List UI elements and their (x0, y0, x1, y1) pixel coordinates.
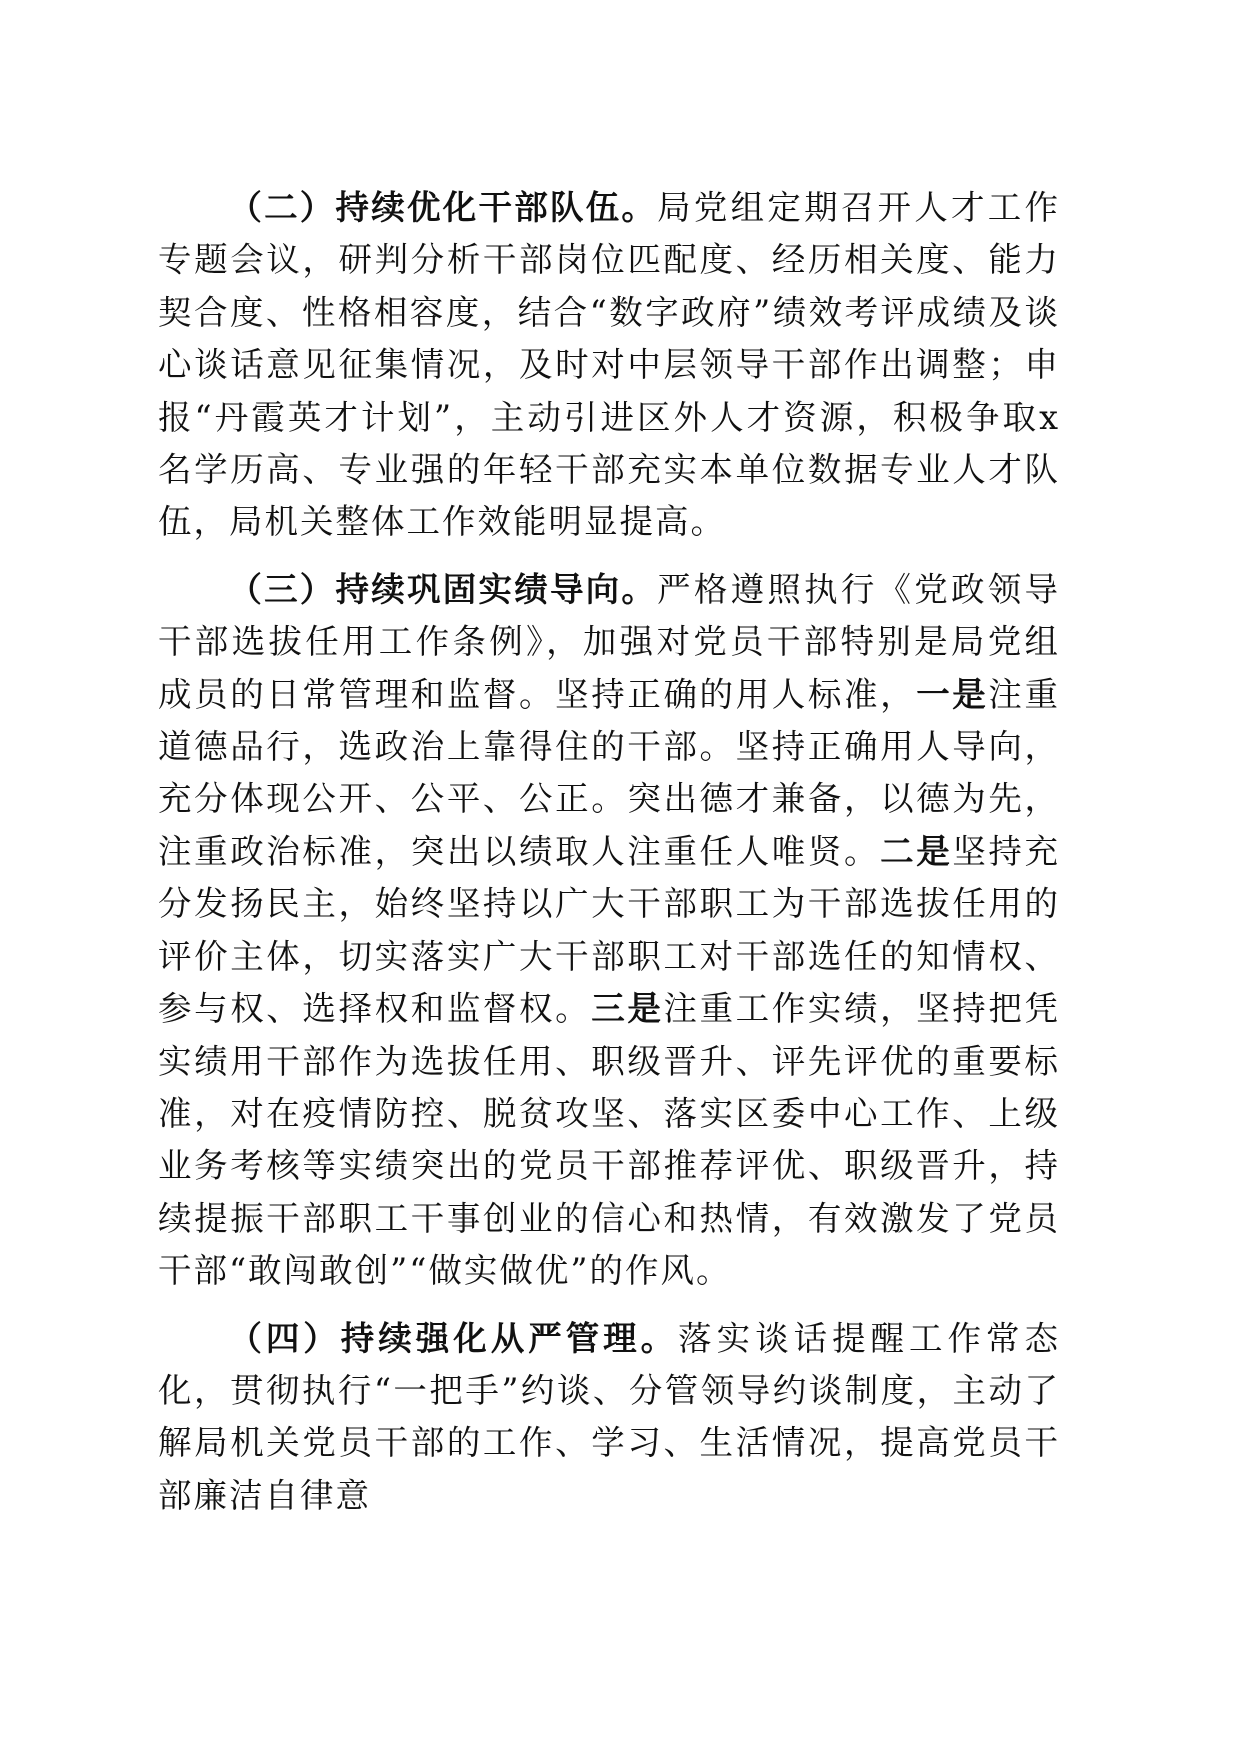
section-heading: （四）持续强化从严管理。 (228, 1318, 679, 1358)
ordinal-marker: 三是 (591, 989, 664, 1029)
paragraph-text: 坚持充分发扬民主，始终坚持以广大干部职工为干部选拔任用的评价主体，切实落实广大干部职工对干部选任的知情权、参与权、选择权和监督权。 (158, 831, 1061, 1029)
paragraph-section-3 (158, 564, 1060, 1298)
paragraph-text: 局党组定期召开人才工作专题会议，研判分析干部岗位匹配度、经历相关度、能力契合度、性格相容度，结合“数字政府”绩效考评成绩及谈心谈话意见征集情况，及时对中层领导干部作出调整；申报“丹霞英才计划”，主动引进区外人才资源，积极争取x名学历高、专业强的年轻干部充实本单位数据专业人才队伍，局机关整体工作效能明显提高。 (158, 188, 1060, 542)
paragraph-text: 落实谈话提醒工作常态化，贯彻执行“一把手”约谈、分管领导约谈制度，主动了解局机关党员干部的工作、学习、生活情况，提高党员干部廉洁自律意 (158, 1318, 1061, 1515)
ordinal-marker: 一是 (916, 674, 989, 714)
document-body (158, 182, 1060, 1522)
paragraph-text: 注重道德品行，选政治上靠得住的干部。坚持正确用人导向，充分体现公开、公平、公正。突出德才兼备，以德为先，注重政治标准，突出以绩取人注重任人唯贤。 (158, 674, 1061, 871)
section-heading: （二）持续优化干部队伍。 (228, 188, 658, 227)
paragraph-section-2 (158, 182, 1060, 549)
paragraph-text: 严格遵照执行《党政领导干部选拔任用工作条例》，加强对党员干部特别是局党组成员的日常管理和监督。坚持正确的用人标准， (158, 569, 1060, 714)
section-heading: （三）持续巩固实绩导向。 (228, 569, 658, 609)
paragraph-text: 注重工作实绩，坚持把凭实绩用干部作为选拔任用、职级晋升、评先评优的重要标准，对在疫情防控、脱贫攻坚、落实区委中心工作、上级业务考核等实绩突出的党员干部推荐评优、职级晋升，持续提振干部职工干事创业的信心和热情，有效激发了党员干部“敢闯敢创”“做实做优”的作风。 (158, 989, 1061, 1291)
paragraph-section-4 (158, 1313, 1060, 1523)
ordinal-marker: 二是 (880, 831, 953, 871)
